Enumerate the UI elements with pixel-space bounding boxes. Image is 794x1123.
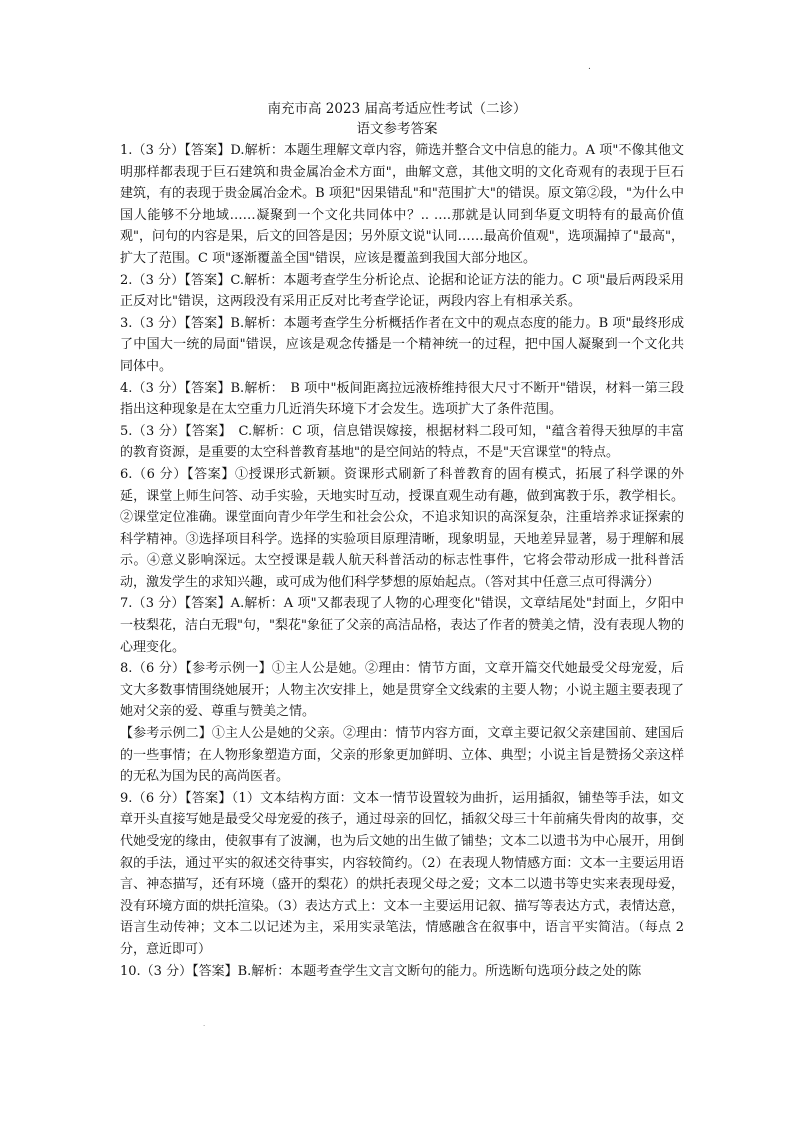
answer-item-4: 4.（3 分）【答案】B.解析： B 项中"板间距离拉远液桥维持很大尺寸不断开"错误，材料一第三段指出这种现象是在太空重力几近消失环境下才会发生。选项扩大了条件范围。 [120, 380, 684, 418]
answer-item-2: 2.（3 分）【答案】C.解析：本题考查学生分析论点、论据和论证方法的能力。C 项"最后两段采用正反对比"错误，这两段没有采用正反对比考查学论证，两段内容上有相承关系。 [120, 272, 684, 310]
answer-item-8-example-1: 8.（6 分）【参考示例一】①主人公是她。②理由：情节方面，文章开篇交代她最受父母宠爱，后文大多数事情围绕她展开；人物主次安排上，她是贯穿全文线索的主要人物；小说主题主要表现了她对父亲的爱、尊重与赞美之情。 [120, 661, 684, 720]
answer-item-10: 10.（3 分）【答案】B.解析：本题考查学生文言文断句的能力。所选断句选项分歧之处的陈 [120, 963, 642, 979]
answer-content [120, 140, 684, 982]
answer-item-9: 9.（6 分）【答案】（1）文本结构方面：文本一情节设置较为曲折，运用插叙，铺垫等手法，如文章开头直接写她是最受父母宠爱的孩子，通过母亲的回忆，插叙父母三十年前痛失骨肉的故事，交代她受宠的缘由，使叙事有了波澜，也为后文她的出生做了铺垫；文本二以遗书为中心展开，用倒叙的手法，通过平实的叙述交待事实，内容较简约。（2）在表现人物情感方面：文本一主要运用语言、神态描写，还有环境（盛开的梨花）的烘托表现父母之爱；文本二以遗书等史实来表现母爱，没有环境方面的烘托渲染。（3）表达方式上：文本一主要运用记叙、描写等表达方式，表情达意，语言生动传神；文本二以记述为主，采用实录笔法，情感融含在叙事中，语言平实简洁。（每点 2 分，意近即可） [120, 790, 684, 957]
answer-item-6: 6.（6 分）【答案】①授课形式新颖。资课形式刷新了科普教育的固有模式，拓展了科学课的外延，课堂上师生问答、动手实验，天地实时互动，授课直观生动有趣，做到寓教于乐，教学相长。②课堂定位准确。课堂面向青少年学生和社会公众，不追求知识的高深复杂，注重培养求证探索的科学精神。③选择项目科学。选择的实验项目原理清晰，现象明显，天地差异显著，易于理解和展示。④意义影响深远。太空授课是载人航天科普活动的标志性事件，它将会带动形成一批科普活动，激发学生的求知兴趣，或可成为他们科学梦想的原始起点。（答对其中任意三点可得满分） [120, 466, 684, 590]
page-title: 南充市高 2023 届高考适应性考试（二诊） [267, 101, 527, 117]
answer-item-7: 7.（3 分）【答案】A.解析：A 项"又都表现了人物的心理变化"错误，文章结尾处"封面上，夕阳中一枝梨花，洁白无瑕"句，"梨花"象征了父亲的高洁品格，表达了作者的赞美之情，没有表现人物的心理变化。 [120, 596, 684, 655]
footer-mark: · [203, 1022, 206, 1030]
page-dot-mark: . [588, 62, 591, 72]
answer-item-8-example-2: 【参考示例二】①主人公是她的父亲。②理由：情节内容方面，文章主要记叙父亲建国前、建国后的一些事情；在人物形象塑造方面，父亲的形象更加鲜明、立体、典型；小说主旨是赞扬父亲这样的无私为国为民的高尚医者。 [120, 726, 684, 785]
page-subtitle: 语文参考答案 [356, 121, 438, 137]
answer-item-3: 3.（3 分）【答案】B.解析：本题考查学生分析概括作者在文中的观点态度的能力。B 项"最终形成了中国大一统的局面"错误，应该是观念传播是一个精神统一的过程，把中国人凝聚到一个文化共同体中。 [120, 315, 684, 374]
answer-item-5: 5.（3 分）【答案】 C.解析：C 项，信息错误嫁接，根据材料二段可知，"蕴含着得天独厚的丰富的教育资源，是重要的太空科普教育基地"的是空间站的特点，不是"天宫课堂"的特点。 [120, 423, 684, 461]
answer-item-1: 1.（3 分）【答案】D.解析：本题生理解文章内容，筛选并整合文中信息的能力。A 项"不像其他文明那样都表现于巨石建筑和贵金属冶金术方面"，曲解文意，其他文明的文化奇观有的表现于巨石建筑，有的表现于贵金属冶金术。B 项犯"因果错乱"和"范围扩大"的错误。原文第②段，"为什么中国人能够不分地域……凝聚到一个文化共同体中？.. ….那就是认同到华夏文明特有的最高价值观"，问句的内容是果，后文的回答是因；另外原文说"认同……最高价值观"，选项漏掉了"最高"，扩大了范围。C 项"逐渐覆盖全国"错误，应该是覆盖到我国大部分地区。 [120, 143, 684, 266]
